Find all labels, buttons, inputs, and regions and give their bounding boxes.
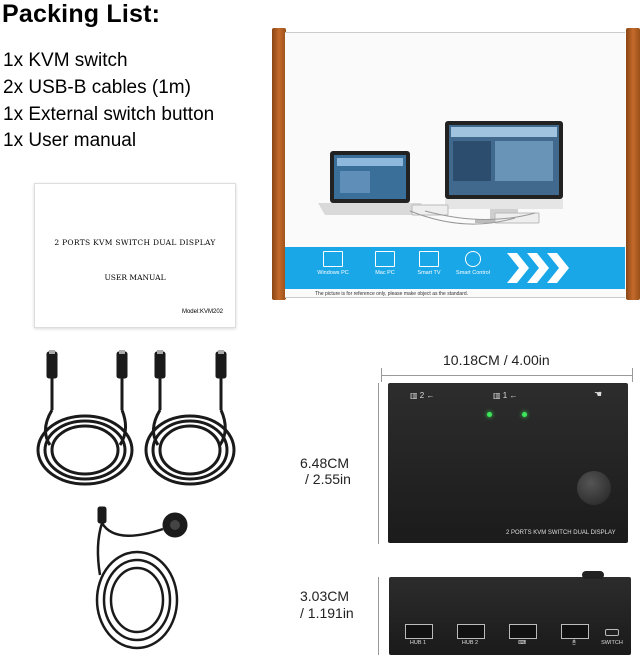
height-dimension-line <box>378 383 379 544</box>
manual-title: 2 PORTS KVM SWITCH DUAL DISPLAY <box>54 238 216 247</box>
banner-item <box>311 251 355 276</box>
manual-subtitle: USER MANUAL <box>104 273 166 282</box>
keyboard-icon: ⌨ <box>518 640 526 646</box>
hub2-label: HUB 2 <box>461 640 479 646</box>
banner-label: Windows PC <box>317 270 349 276</box>
hub1-label: HUB 1 <box>409 640 427 646</box>
kvm-switch-front-view <box>389 577 631 655</box>
height-label: 6.48CM <box>300 455 350 471</box>
mac-pc-icon <box>375 251 395 267</box>
poster-disclaimer: The picture is for reference only, please make object as the standard. <box>315 291 469 297</box>
poster-rod-right <box>626 28 640 300</box>
windows-pc-icon <box>323 251 343 267</box>
banner-label: Mac PC <box>375 270 395 276</box>
banner-item <box>451 251 495 276</box>
usb-c-port <box>605 629 619 636</box>
smart-tv-icon <box>419 251 439 267</box>
banner-item <box>407 251 451 276</box>
smart-control-icon <box>465 251 481 267</box>
port-1-label: ▥ 1 ← <box>493 391 518 400</box>
usb-cables-image <box>30 350 240 510</box>
width-dimension-line <box>381 375 633 376</box>
external-button-connector <box>582 571 604 579</box>
computers-illustration <box>285 33 625 243</box>
dimension-tick <box>381 368 382 382</box>
depth-label: 3.03CM <box>300 588 350 604</box>
width-label: 10.18CM / 4.00in <box>443 352 550 368</box>
packing-item: 2x USB-B cables (1m) <box>3 77 191 98</box>
dimension-tick <box>632 368 633 382</box>
port-1-number: 1 <box>502 391 508 400</box>
depth-dimension-line <box>378 577 379 655</box>
product-poster <box>272 28 640 300</box>
device-label: 2 PORTS KVM SWITCH DUAL DISPLAY <box>506 530 616 536</box>
arrows-icon <box>507 253 569 283</box>
usb-port <box>457 624 485 639</box>
usb-b-cable-icon <box>38 350 132 484</box>
monitor-icon <box>445 121 563 223</box>
switch-button <box>577 471 611 505</box>
external-switch-icon <box>97 507 187 648</box>
kvm-switch-top-view <box>388 383 628 543</box>
usb-port <box>509 624 537 639</box>
depth-label: / 1.191in <box>300 605 354 621</box>
height-label: / 2.55in <box>305 471 351 487</box>
port-led <box>487 412 492 417</box>
hand-icon: ☚ <box>594 389 603 399</box>
banner-item <box>363 251 407 276</box>
mouse-icon: 🖰 <box>572 640 576 646</box>
packing-list-title: Packing List: <box>2 0 161 28</box>
poster-rod-left <box>272 28 286 300</box>
banner-label: Smart Control <box>456 270 490 276</box>
usb-port <box>405 624 433 639</box>
port-2-number: 2 <box>419 391 425 400</box>
usb-port <box>561 624 589 639</box>
external-switch-button-image <box>85 505 195 653</box>
port-2-label: ▥ 2 ← <box>410 391 435 400</box>
manual-model: Model:KVM202 <box>181 309 223 315</box>
packing-item: 1x User manual <box>3 130 137 151</box>
packing-item: 1x External switch button <box>3 104 215 125</box>
port-led <box>522 412 527 417</box>
user-manual-image <box>34 183 236 328</box>
laptop-icon <box>318 151 422 215</box>
banner-label: Smart TV <box>417 270 441 276</box>
switch-port-label: SWITCH <box>601 640 623 646</box>
packing-item: 1x KVM switch <box>3 50 128 71</box>
feature-banner <box>285 247 625 289</box>
usb-b-cable-icon <box>146 350 234 484</box>
poster-paper <box>285 32 625 298</box>
